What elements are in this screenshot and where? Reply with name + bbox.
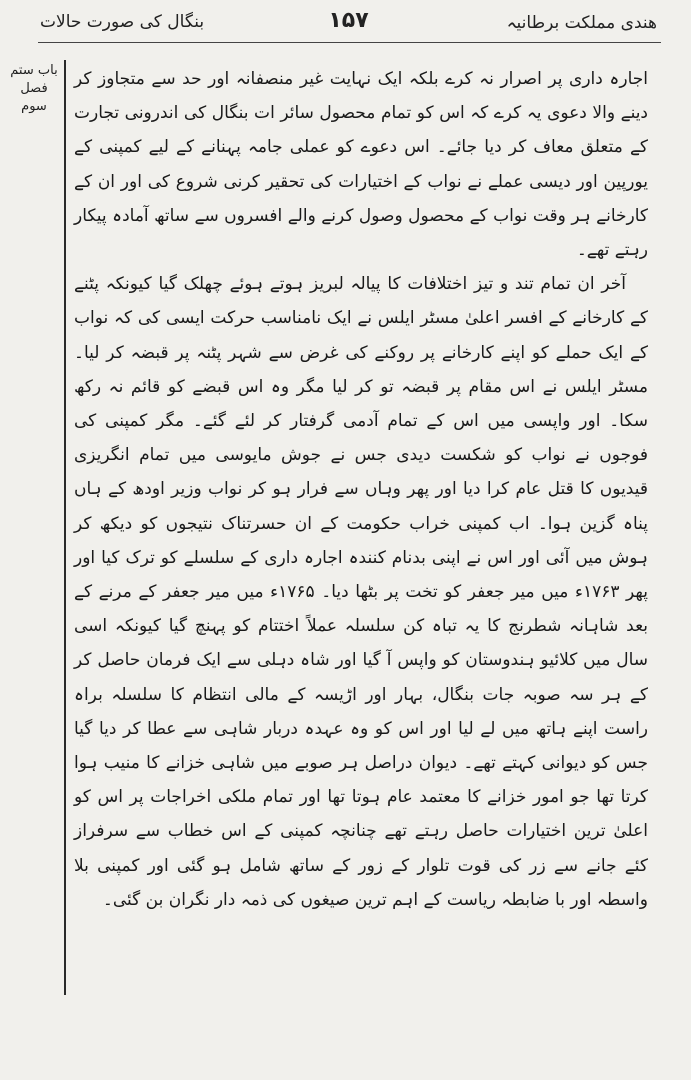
- page-number: ۱۵۷: [328, 8, 369, 33]
- header-rule: [38, 42, 661, 43]
- header-chapter-title: بنگال کی صورت حالات: [40, 12, 205, 32]
- header-book-title: ھندی مملکت برطانیہ: [506, 13, 657, 33]
- paragraph-2: آخر ان تمام تند و تیز اختلافات کا پیالہ لبریز ہوتے ہوئے چھلک گیا کیونکہ پٹنے کے کارخانے کے افسر اعلیٰ مسٹر ایلس نے ایک نامناسب حرکت ایسی کی کہ نواب کے ایک حملے کو اپنے کارخانے پر روکنے کی غرض سے شہر پٹنہ پر قبضہ کر لیا۔ مسٹر ایلس نے اس مقام پر قبضہ تو کر لیا مگر وہ اس قبضے کو قائم نہ رکھ سکا۔ اور واپسی میں اس کے تمام آدمی گرفتار کر لئے گئے۔ مگر کمپنی کی فوجوں نے نواب کو شکست دیدی جس نے جوش مایوسی میں تمام انگریزی قیدیوں کا قتل عام کرا دیا اور پھر وہاں سے فرار ہو کر نواب وزیر اودھ کے ہاں پناہ گزین ہوا۔ اب کمپنی خراب حکومت کے ان حسرتناک نتیجوں کو دیکھ کر ہوش میں آئی اور اس نے اپنی بدنام کنندہ اجارہ داری کے سلسلے کو ترک کیا اور پھر ۱۷۶۳ء میں میر جعفر کو تخت پر بٹھا دیا۔ ۱۷۶۵ء میں میر جعفر کے مرنے کے بعد شاہانہ شطرنج کا یہ تباہ کن سلسلہ عملاً اختتام کو پہنچ گیا کیونکہ اسی سال میں کلائیو ہندوستان کو واپس آ گیا اور شاہ دہلی سے ایک فرمان حاصل کر کے ہر سہ صوبہ جات بنگال، بہار اور اڑیسہ کے مالی انتظام کا سلسلہ براہ راست اپنے ہاتھ میں لے لیا اور اس کو وہ عہدہ دربار شاہی سے عطا کر دیا گیا جس کو دیوانی کہتے تھے۔ دیوان دراصل ہر صوبے میں شاہی خزانے کا منیب ہوا کرتا تھا جو امور خزانے کا معتمد عام ہوتا تھا اور تمام ملکی اخراجات پر اس کو اعلیٰ ترین اختیارات حاصل رہتے تھے چنانچہ کمپنی کے اس خطاب سے سرفراز کئے جانے سے زر کی قوت تلوار کے زور کے ساتھ شامل ہو گئی اور کمپنی بلا واسطہ اور با ضابطہ ریاست کے اہم ترین صیغوں کی ذمہ دار نگران بن گئی۔: [74, 274, 648, 910]
- paragraph-1: اجارہ داری پر اصرار نہ کرے بلکہ ایک نہایت غیر منصفانہ اور حد سے متجاوز کر دینے والا دعوی یہ کرے کہ اس کو تمام محصول سائر ات بنگال کی اندرونی تجارت کے متعلق معاف کر دیا جائے۔ اس دعوے کو عملی جامہ پہنانے کے لیے کمپنی کے یورپین اور دیسی عملے نے نواب کے اختیارات کی تحقیر کرنی شروع کی اور ان کے کارخانے ہر وقت نواب کے محصول وصول کرنے والے افسروں سے ساتھ آمادہ پیکار رہتے تھے۔: [74, 69, 648, 261]
- running-header: [40, 6, 657, 40]
- margin-note: باب ستم فصل سوم: [10, 63, 58, 114]
- body-text: [74, 62, 648, 917]
